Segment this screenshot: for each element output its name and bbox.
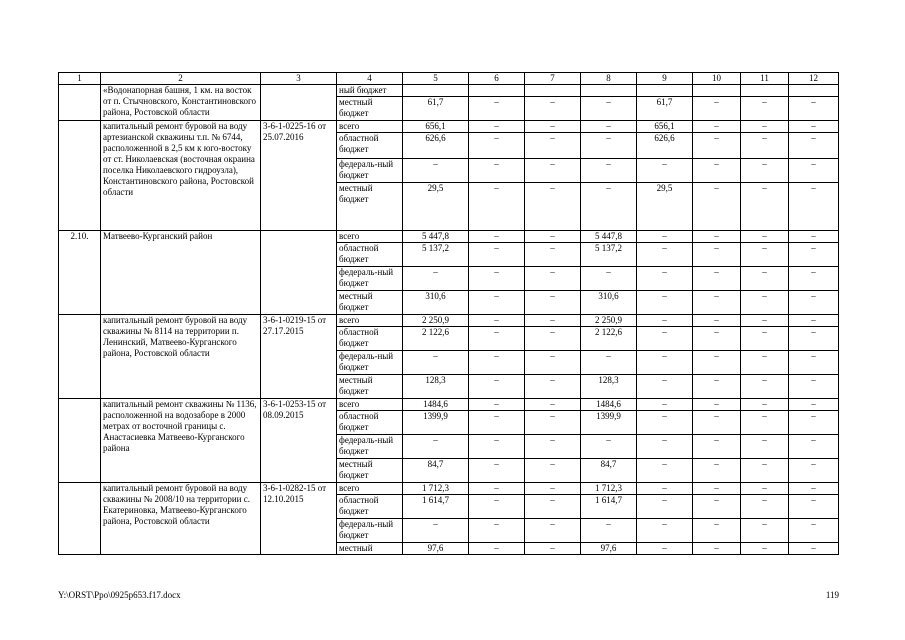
amount-cell: –	[789, 315, 839, 327]
amount-cell: –	[789, 459, 839, 483]
amount-cell: –	[789, 243, 839, 267]
amount-cell: –	[469, 97, 525, 121]
column-number: 1	[59, 73, 101, 85]
amount-cell: 84,7	[581, 459, 637, 483]
table-row	[59, 315, 839, 327]
amount-cell: –	[469, 399, 525, 411]
column-number: 11	[741, 73, 789, 85]
amount-cell: –	[637, 375, 693, 399]
amount-cell: –	[741, 315, 789, 327]
amount-cell: –	[741, 351, 789, 375]
amount-cell: –	[741, 243, 789, 267]
amount-cell: –	[693, 133, 741, 159]
table-row	[59, 85, 839, 97]
amount-cell: 1484,6	[581, 399, 637, 411]
amount-cell: –	[525, 243, 581, 267]
amount-cell: –	[741, 291, 789, 315]
amount-cell: –	[581, 121, 637, 133]
amount-cell: 29,5	[637, 183, 693, 231]
document-number: 3-6-1-0253-15 от 08.09.2015	[261, 399, 337, 483]
column-number: 6	[469, 73, 525, 85]
amount-cell	[789, 85, 839, 97]
amount-total: 1399,9	[403, 411, 469, 435]
amount-total: 84,7	[403, 459, 469, 483]
funding-source: федераль-ный бюджет	[337, 267, 403, 291]
column-number: 3	[261, 73, 337, 85]
amount-cell: –	[693, 459, 741, 483]
table-row	[59, 399, 839, 411]
amount-cell: –	[789, 121, 839, 133]
amount-cell: –	[581, 133, 637, 159]
amount-cell: –	[789, 267, 839, 291]
funding-source: ный бюджет	[337, 85, 403, 97]
amount-total: 1484,6	[403, 399, 469, 411]
funding-source: местный бюджет	[337, 291, 403, 315]
amount-cell: –	[741, 97, 789, 121]
amount-total: –	[403, 519, 469, 543]
amount-cell: –	[469, 375, 525, 399]
amount-cell	[637, 85, 693, 97]
amount-cell: –	[741, 483, 789, 495]
object-name: капитальный ремонт скважины № 1136, расположенной на водозаборе в 2000 метрах от восточной границы с. Анастасиевка Матвеево-Курганского района	[101, 399, 261, 483]
amount-cell: –	[469, 121, 525, 133]
amount-cell: –	[637, 327, 693, 351]
amount-cell: –	[789, 495, 839, 519]
amount-cell: –	[469, 519, 525, 543]
column-number: 4	[337, 73, 403, 85]
amount-total: 656,1	[403, 121, 469, 133]
amount-total: 626,6	[403, 133, 469, 159]
amount-cell: –	[469, 327, 525, 351]
amount-cell: –	[637, 159, 693, 183]
amount-cell: –	[525, 459, 581, 483]
funding-source: всего	[337, 483, 403, 495]
document-number: 3-6-1-0282-15 от 12.10.2015	[261, 483, 337, 555]
amount-cell: –	[469, 231, 525, 243]
column-number: 2	[101, 73, 261, 85]
amount-cell: –	[741, 519, 789, 543]
amount-cell: –	[637, 231, 693, 243]
amount-total	[403, 85, 469, 97]
amount-cell: –	[637, 495, 693, 519]
amount-cell: –	[581, 97, 637, 121]
document-number: 3-6-1-0219-15 от 27.17.2015	[261, 315, 337, 399]
amount-cell: –	[525, 351, 581, 375]
amount-cell: –	[789, 351, 839, 375]
amount-total: –	[403, 267, 469, 291]
amount-cell: 2 122,6	[581, 327, 637, 351]
amount-cell: –	[637, 411, 693, 435]
amount-total: 5 447,8	[403, 231, 469, 243]
amount-cell: –	[469, 243, 525, 267]
funding-source: федераль-ный бюджет	[337, 519, 403, 543]
amount-cell: –	[525, 495, 581, 519]
amount-cell: –	[693, 483, 741, 495]
item-number	[59, 483, 101, 555]
amount-cell: –	[789, 411, 839, 435]
amount-cell: –	[525, 133, 581, 159]
amount-cell: –	[741, 159, 789, 183]
amount-cell: –	[693, 351, 741, 375]
amount-cell: –	[637, 267, 693, 291]
amount-cell: –	[693, 435, 741, 459]
amount-total: 1 712,3	[403, 483, 469, 495]
funding-source: всего	[337, 121, 403, 133]
amount-cell: –	[741, 399, 789, 411]
amount-cell: –	[789, 327, 839, 351]
amount-cell: 310,6	[581, 291, 637, 315]
table-row	[59, 121, 839, 133]
amount-cell: 1399,9	[581, 411, 637, 435]
amount-cell: –	[741, 411, 789, 435]
amount-cell: –	[525, 543, 581, 555]
amount-cell: –	[693, 495, 741, 519]
amount-cell: –	[525, 483, 581, 495]
object-name: капитальный ремонт буровой на воду скважины № 8114 на территории п. Ленинский, Матвеево-Курганского района, Ростовской области	[101, 315, 261, 399]
amount-cell: –	[525, 291, 581, 315]
table-row	[59, 231, 839, 243]
amount-cell: –	[741, 231, 789, 243]
funding-source: федераль-ный бюджет	[337, 351, 403, 375]
amount-cell: –	[469, 459, 525, 483]
object-name: Матвеево-Курганский район	[101, 231, 261, 315]
amount-cell: –	[581, 351, 637, 375]
funding-source: областной бюджет	[337, 243, 403, 267]
amount-cell: –	[469, 435, 525, 459]
amount-cell: –	[469, 183, 525, 231]
funding-source: областной бюджет	[337, 133, 403, 159]
amount-cell: –	[741, 183, 789, 231]
amount-cell: 626,6	[637, 133, 693, 159]
amount-cell: –	[469, 291, 525, 315]
amount-cell: –	[469, 351, 525, 375]
amount-cell: –	[637, 243, 693, 267]
amount-cell: –	[693, 375, 741, 399]
amount-cell: –	[693, 519, 741, 543]
amount-cell: –	[693, 327, 741, 351]
amount-total: 5 137,2	[403, 243, 469, 267]
amount-cell: –	[525, 411, 581, 435]
funding-source: всего	[337, 399, 403, 411]
amount-total: 1 614,7	[403, 495, 469, 519]
amount-cell: –	[741, 543, 789, 555]
funding-source: областной бюджет	[337, 411, 403, 435]
amount-cell: 5 137,2	[581, 243, 637, 267]
amount-cell: –	[693, 243, 741, 267]
funding-source: местный бюджет	[337, 97, 403, 121]
amount-cell: –	[581, 159, 637, 183]
amount-total: 61,7	[403, 97, 469, 121]
amount-cell: –	[789, 133, 839, 159]
amount-cell: –	[693, 315, 741, 327]
amount-cell: –	[789, 375, 839, 399]
funding-source: местный бюджет	[337, 183, 403, 231]
amount-cell: –	[693, 399, 741, 411]
amount-cell: –	[525, 315, 581, 327]
amount-cell: –	[789, 399, 839, 411]
amount-cell: –	[789, 183, 839, 231]
amount-cell: –	[693, 231, 741, 243]
amount-cell: –	[741, 133, 789, 159]
amount-cell: –	[581, 267, 637, 291]
amount-cell: –	[525, 159, 581, 183]
column-number: 12	[789, 73, 839, 85]
funding-source: областной бюджет	[337, 495, 403, 519]
amount-cell: –	[581, 183, 637, 231]
amount-cell: –	[525, 267, 581, 291]
funding-source: местный бюджет	[337, 375, 403, 399]
funding-source: всего	[337, 231, 403, 243]
amount-cell: 61,7	[637, 97, 693, 121]
amount-cell: –	[525, 399, 581, 411]
amount-cell: –	[637, 291, 693, 315]
amount-cell: –	[789, 159, 839, 183]
footer-page-number: 119	[825, 590, 839, 600]
amount-cell: –	[693, 159, 741, 183]
budget-table	[58, 72, 839, 555]
amount-cell: –	[693, 183, 741, 231]
amount-cell: –	[525, 183, 581, 231]
amount-cell: –	[469, 315, 525, 327]
amount-total: –	[403, 159, 469, 183]
amount-cell: –	[525, 97, 581, 121]
document-number: 3-6-1-0225-16 от 25.07.2016	[261, 121, 337, 231]
funding-source: федераль-ный бюджет	[337, 159, 403, 183]
funding-source: местный	[337, 543, 403, 555]
amount-total: –	[403, 435, 469, 459]
amount-cell: –	[789, 435, 839, 459]
amount-cell: –	[693, 411, 741, 435]
amount-cell: –	[789, 97, 839, 121]
object-name: капитальный ремонт буровой на воду артезианской скважины т.п. № 6744, расположенной в 2,5 км к юго-востоку от ст. Николаевская (восточная окраина поселка Николаевского гидроузла), Константиновского района, Ростовской области	[101, 121, 261, 231]
amount-total: 310,6	[403, 291, 469, 315]
amount-cell: –	[789, 519, 839, 543]
amount-cell: –	[637, 435, 693, 459]
amount-cell: 2 250,9	[581, 315, 637, 327]
funding-source: местный бюджет	[337, 459, 403, 483]
amount-cell: –	[637, 519, 693, 543]
item-number	[59, 399, 101, 483]
column-number: 9	[637, 73, 693, 85]
amount-total: 128,3	[403, 375, 469, 399]
item-number	[59, 85, 101, 121]
amount-cell: –	[637, 543, 693, 555]
amount-cell: –	[741, 459, 789, 483]
amount-cell: –	[789, 231, 839, 243]
funding-source: федераль-ный бюджет	[337, 435, 403, 459]
item-number: 2.10.	[59, 231, 101, 315]
amount-cell: –	[525, 121, 581, 133]
amount-cell: –	[525, 327, 581, 351]
amount-cell: –	[637, 315, 693, 327]
document-number	[261, 85, 337, 121]
amount-cell: 656,1	[637, 121, 693, 133]
amount-cell: –	[741, 267, 789, 291]
amount-cell	[525, 85, 581, 97]
amount-cell: –	[693, 291, 741, 315]
column-number-row	[59, 73, 839, 85]
amount-cell: –	[469, 411, 525, 435]
object-name: капитальный ремонт буровой на воду скважины № 2008/10 на территории с. Екатериновка, Матвеево-Курганского района, Ростовской области	[101, 483, 261, 555]
amount-cell: –	[469, 133, 525, 159]
amount-cell: –	[741, 435, 789, 459]
amount-cell: –	[789, 543, 839, 555]
amount-total: –	[403, 351, 469, 375]
amount-cell: –	[741, 495, 789, 519]
amount-cell: –	[525, 435, 581, 459]
amount-cell: –	[581, 435, 637, 459]
amount-total: 2 250,9	[403, 315, 469, 327]
amount-cell: –	[469, 159, 525, 183]
amount-cell	[741, 85, 789, 97]
object-name: «Водонапорная башня, 1 км. на восток от п. Стычновского, Константиновского района, Ростовской области	[101, 85, 261, 121]
amount-cell: 1 712,3	[581, 483, 637, 495]
amount-cell: 5 447,8	[581, 231, 637, 243]
amount-cell: –	[525, 231, 581, 243]
amount-total: 97,6	[403, 543, 469, 555]
amount-cell: –	[525, 375, 581, 399]
amount-cell: –	[693, 543, 741, 555]
amount-cell: –	[637, 483, 693, 495]
item-number	[59, 121, 101, 231]
amount-cell: –	[741, 327, 789, 351]
amount-cell: –	[469, 267, 525, 291]
amount-total: 2 122,6	[403, 327, 469, 351]
amount-cell: –	[469, 543, 525, 555]
amount-cell: –	[637, 459, 693, 483]
amount-cell	[581, 85, 637, 97]
amount-cell: 1 614,7	[581, 495, 637, 519]
amount-cell: –	[693, 97, 741, 121]
column-number: 8	[581, 73, 637, 85]
column-number: 5	[403, 73, 469, 85]
amount-cell: –	[581, 519, 637, 543]
funding-source: областной бюджет	[337, 327, 403, 351]
document-number	[261, 231, 337, 315]
amount-cell: –	[469, 495, 525, 519]
amount-cell: –	[637, 351, 693, 375]
amount-cell: –	[789, 291, 839, 315]
funding-source: всего	[337, 315, 403, 327]
amount-cell: 128,3	[581, 375, 637, 399]
amount-cell: –	[741, 375, 789, 399]
amount-cell: –	[693, 121, 741, 133]
column-number: 7	[525, 73, 581, 85]
amount-cell	[469, 85, 525, 97]
amount-cell: –	[741, 121, 789, 133]
amount-cell: –	[789, 483, 839, 495]
item-number	[59, 315, 101, 399]
amount-cell	[693, 85, 741, 97]
column-number: 10	[693, 73, 741, 85]
amount-cell: –	[693, 267, 741, 291]
amount-cell: –	[469, 483, 525, 495]
footer-file-path: Y:\ORST\Ppo\0925p653.f17.docx	[58, 590, 181, 600]
amount-cell: –	[637, 399, 693, 411]
amount-cell: –	[525, 519, 581, 543]
table-row	[59, 483, 839, 495]
amount-total: 29,5	[403, 183, 469, 231]
amount-cell: 97,6	[581, 543, 637, 555]
